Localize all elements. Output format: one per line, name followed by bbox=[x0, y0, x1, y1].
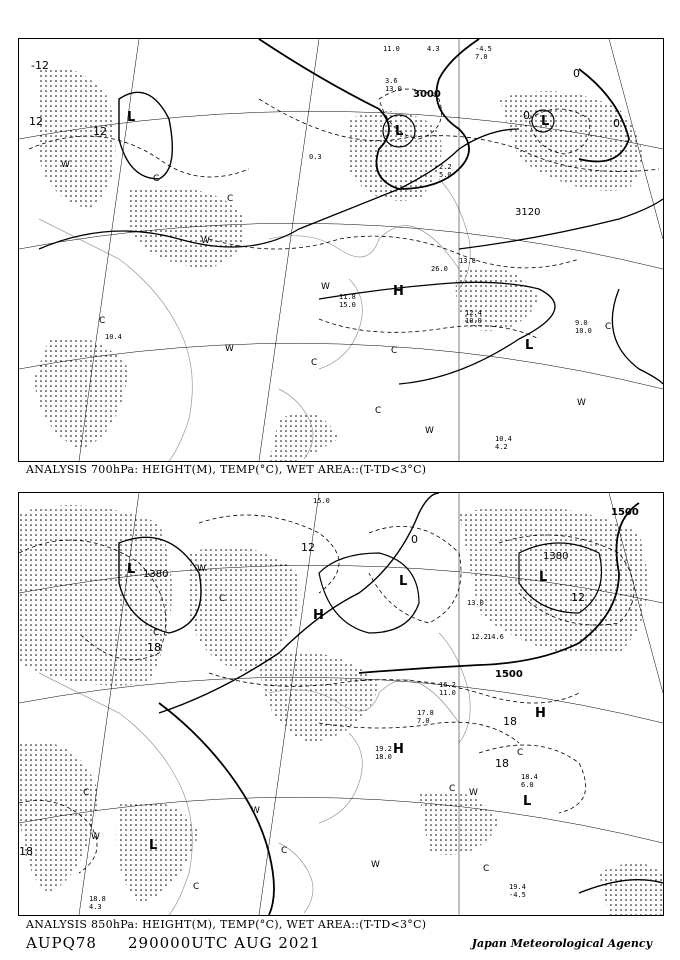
station-value: 13.0 bbox=[385, 85, 402, 93]
cold-mark: C bbox=[227, 194, 234, 204]
low-center: L bbox=[539, 570, 548, 585]
height-label: 3000 bbox=[413, 89, 441, 100]
station-value: 18.8 bbox=[89, 895, 106, 903]
warm-mark: W bbox=[201, 236, 210, 246]
high-center: H bbox=[535, 706, 546, 721]
station-value: 19.2 bbox=[375, 745, 392, 753]
cold-mark: C bbox=[193, 882, 200, 892]
station-value: 12.2 bbox=[471, 633, 488, 641]
station-value: 13.8 bbox=[459, 257, 476, 265]
station-value: 11.0 bbox=[439, 689, 456, 697]
warm-mark: W bbox=[91, 832, 100, 842]
station-value: 10.4 bbox=[105, 333, 122, 341]
valid-time: 290000UTC AUG 2021 bbox=[128, 934, 321, 952]
height-label: 1380 bbox=[143, 569, 169, 580]
station-value: 15.0 bbox=[339, 301, 356, 309]
station-value: 10.0 bbox=[575, 327, 592, 335]
temp-label: -12 bbox=[31, 59, 49, 72]
cold-mark: C bbox=[311, 358, 318, 368]
cold-mark: C bbox=[391, 346, 398, 356]
temp-label: 12 bbox=[29, 115, 43, 128]
low-center: L bbox=[523, 794, 532, 809]
cold-mark: C bbox=[99, 316, 106, 326]
panel-caption-700hpa: ANALYSIS 700hPa: HEIGHT(M), TEMP(°C), WET AREA::(T-TD<3°C) bbox=[26, 463, 427, 476]
temp-label: 0 bbox=[523, 109, 530, 122]
high-center: H bbox=[393, 742, 404, 757]
map-700hpa bbox=[19, 39, 663, 461]
map-panel-850hpa bbox=[18, 492, 664, 916]
warm-mark: W bbox=[469, 788, 478, 798]
station-value: 9.0 bbox=[575, 319, 588, 327]
temp-label: 12 bbox=[571, 591, 585, 604]
low-center: L bbox=[525, 338, 534, 353]
low-center: L bbox=[395, 124, 404, 139]
station-value: 10.4 bbox=[495, 435, 512, 443]
height-label: 1500 bbox=[495, 669, 523, 680]
agency-name: Japan Meteorological Agency bbox=[471, 937, 652, 950]
warm-mark: W bbox=[251, 806, 260, 816]
warm-mark: W bbox=[61, 160, 70, 170]
station-value: 14.6 bbox=[487, 633, 504, 641]
station-value: 2.2 bbox=[439, 163, 452, 171]
temp-label: 18 bbox=[503, 715, 517, 728]
map-850hpa bbox=[19, 493, 663, 915]
cold-mark: C bbox=[153, 174, 160, 184]
station-value: 19.4 bbox=[509, 883, 526, 891]
station-value: 10.0 bbox=[465, 317, 482, 325]
temp-label: 12 bbox=[301, 541, 315, 554]
cold-mark: C bbox=[449, 784, 456, 794]
station-value: 11.8 bbox=[339, 293, 356, 301]
station-value: 18.4 bbox=[521, 773, 538, 781]
cold-mark: C bbox=[375, 406, 382, 416]
cold-mark: C bbox=[483, 864, 490, 874]
station-value: 11.0 bbox=[383, 45, 400, 53]
warm-mark: W bbox=[425, 426, 434, 436]
low-center: L bbox=[149, 838, 158, 853]
station-value: 7.0 bbox=[475, 53, 488, 61]
temp-label: 0 bbox=[411, 533, 418, 546]
station-value: 17.8 bbox=[417, 709, 434, 717]
station-value: 26.0 bbox=[431, 265, 448, 273]
panel-caption-850hpa: ANALYSIS 850hPa: HEIGHT(M), TEMP(°C), WET AREA::(T-TD<3°C) bbox=[26, 918, 427, 931]
station-value: 16.2 bbox=[439, 681, 456, 689]
warm-mark: W bbox=[577, 398, 586, 408]
height-label: 3120 bbox=[515, 207, 541, 218]
low-center: L bbox=[127, 562, 136, 577]
station-value: 7.0 bbox=[417, 717, 430, 725]
station-value: 4.3 bbox=[427, 45, 440, 53]
station-value: 3.6 bbox=[385, 77, 398, 85]
temp-label: 0 bbox=[573, 67, 580, 80]
station-value: 4.3 bbox=[89, 903, 102, 911]
cold-mark: C bbox=[517, 748, 524, 758]
high-center: H bbox=[313, 608, 324, 623]
station-value: 12.4 bbox=[465, 309, 482, 317]
station-value: 13.0 bbox=[467, 599, 484, 607]
wet-areas bbox=[19, 505, 663, 915]
high-center: H bbox=[393, 284, 404, 299]
station-value: -4.5 bbox=[509, 891, 526, 899]
station-value: 5.0 bbox=[439, 171, 452, 179]
warm-mark: W bbox=[197, 564, 206, 574]
map-panel-700hpa bbox=[18, 38, 664, 462]
station-value: 6.0 bbox=[521, 781, 534, 789]
height-label: 1500 bbox=[611, 507, 639, 518]
station-value: 18.0 bbox=[375, 753, 392, 761]
height-label: 1380 bbox=[543, 551, 569, 562]
station-value: -4.5 bbox=[475, 45, 492, 53]
temp-label: 18 bbox=[147, 641, 161, 654]
temp-label: 12 bbox=[93, 125, 107, 138]
cold-mark: C bbox=[281, 846, 288, 856]
temp-label: 18 bbox=[495, 757, 509, 770]
warm-mark: W bbox=[321, 282, 330, 292]
station-value: 4.2 bbox=[495, 443, 508, 451]
cold-mark: C bbox=[605, 322, 612, 332]
station-value: 15.0 bbox=[313, 497, 330, 505]
low-center: L bbox=[541, 114, 550, 129]
cold-mark: C bbox=[219, 594, 226, 604]
cold-mark: C bbox=[153, 628, 160, 638]
warm-mark: W bbox=[225, 344, 234, 354]
station-value: 0.3 bbox=[309, 153, 322, 161]
low-center: L bbox=[399, 574, 408, 589]
temp-label: 0 bbox=[613, 117, 620, 130]
chart-id: AUPQ78 bbox=[26, 934, 97, 952]
temp-label: 18 bbox=[19, 845, 33, 858]
low-center: L bbox=[127, 110, 136, 125]
warm-mark: W bbox=[371, 860, 380, 870]
cold-mark: C bbox=[83, 788, 90, 798]
